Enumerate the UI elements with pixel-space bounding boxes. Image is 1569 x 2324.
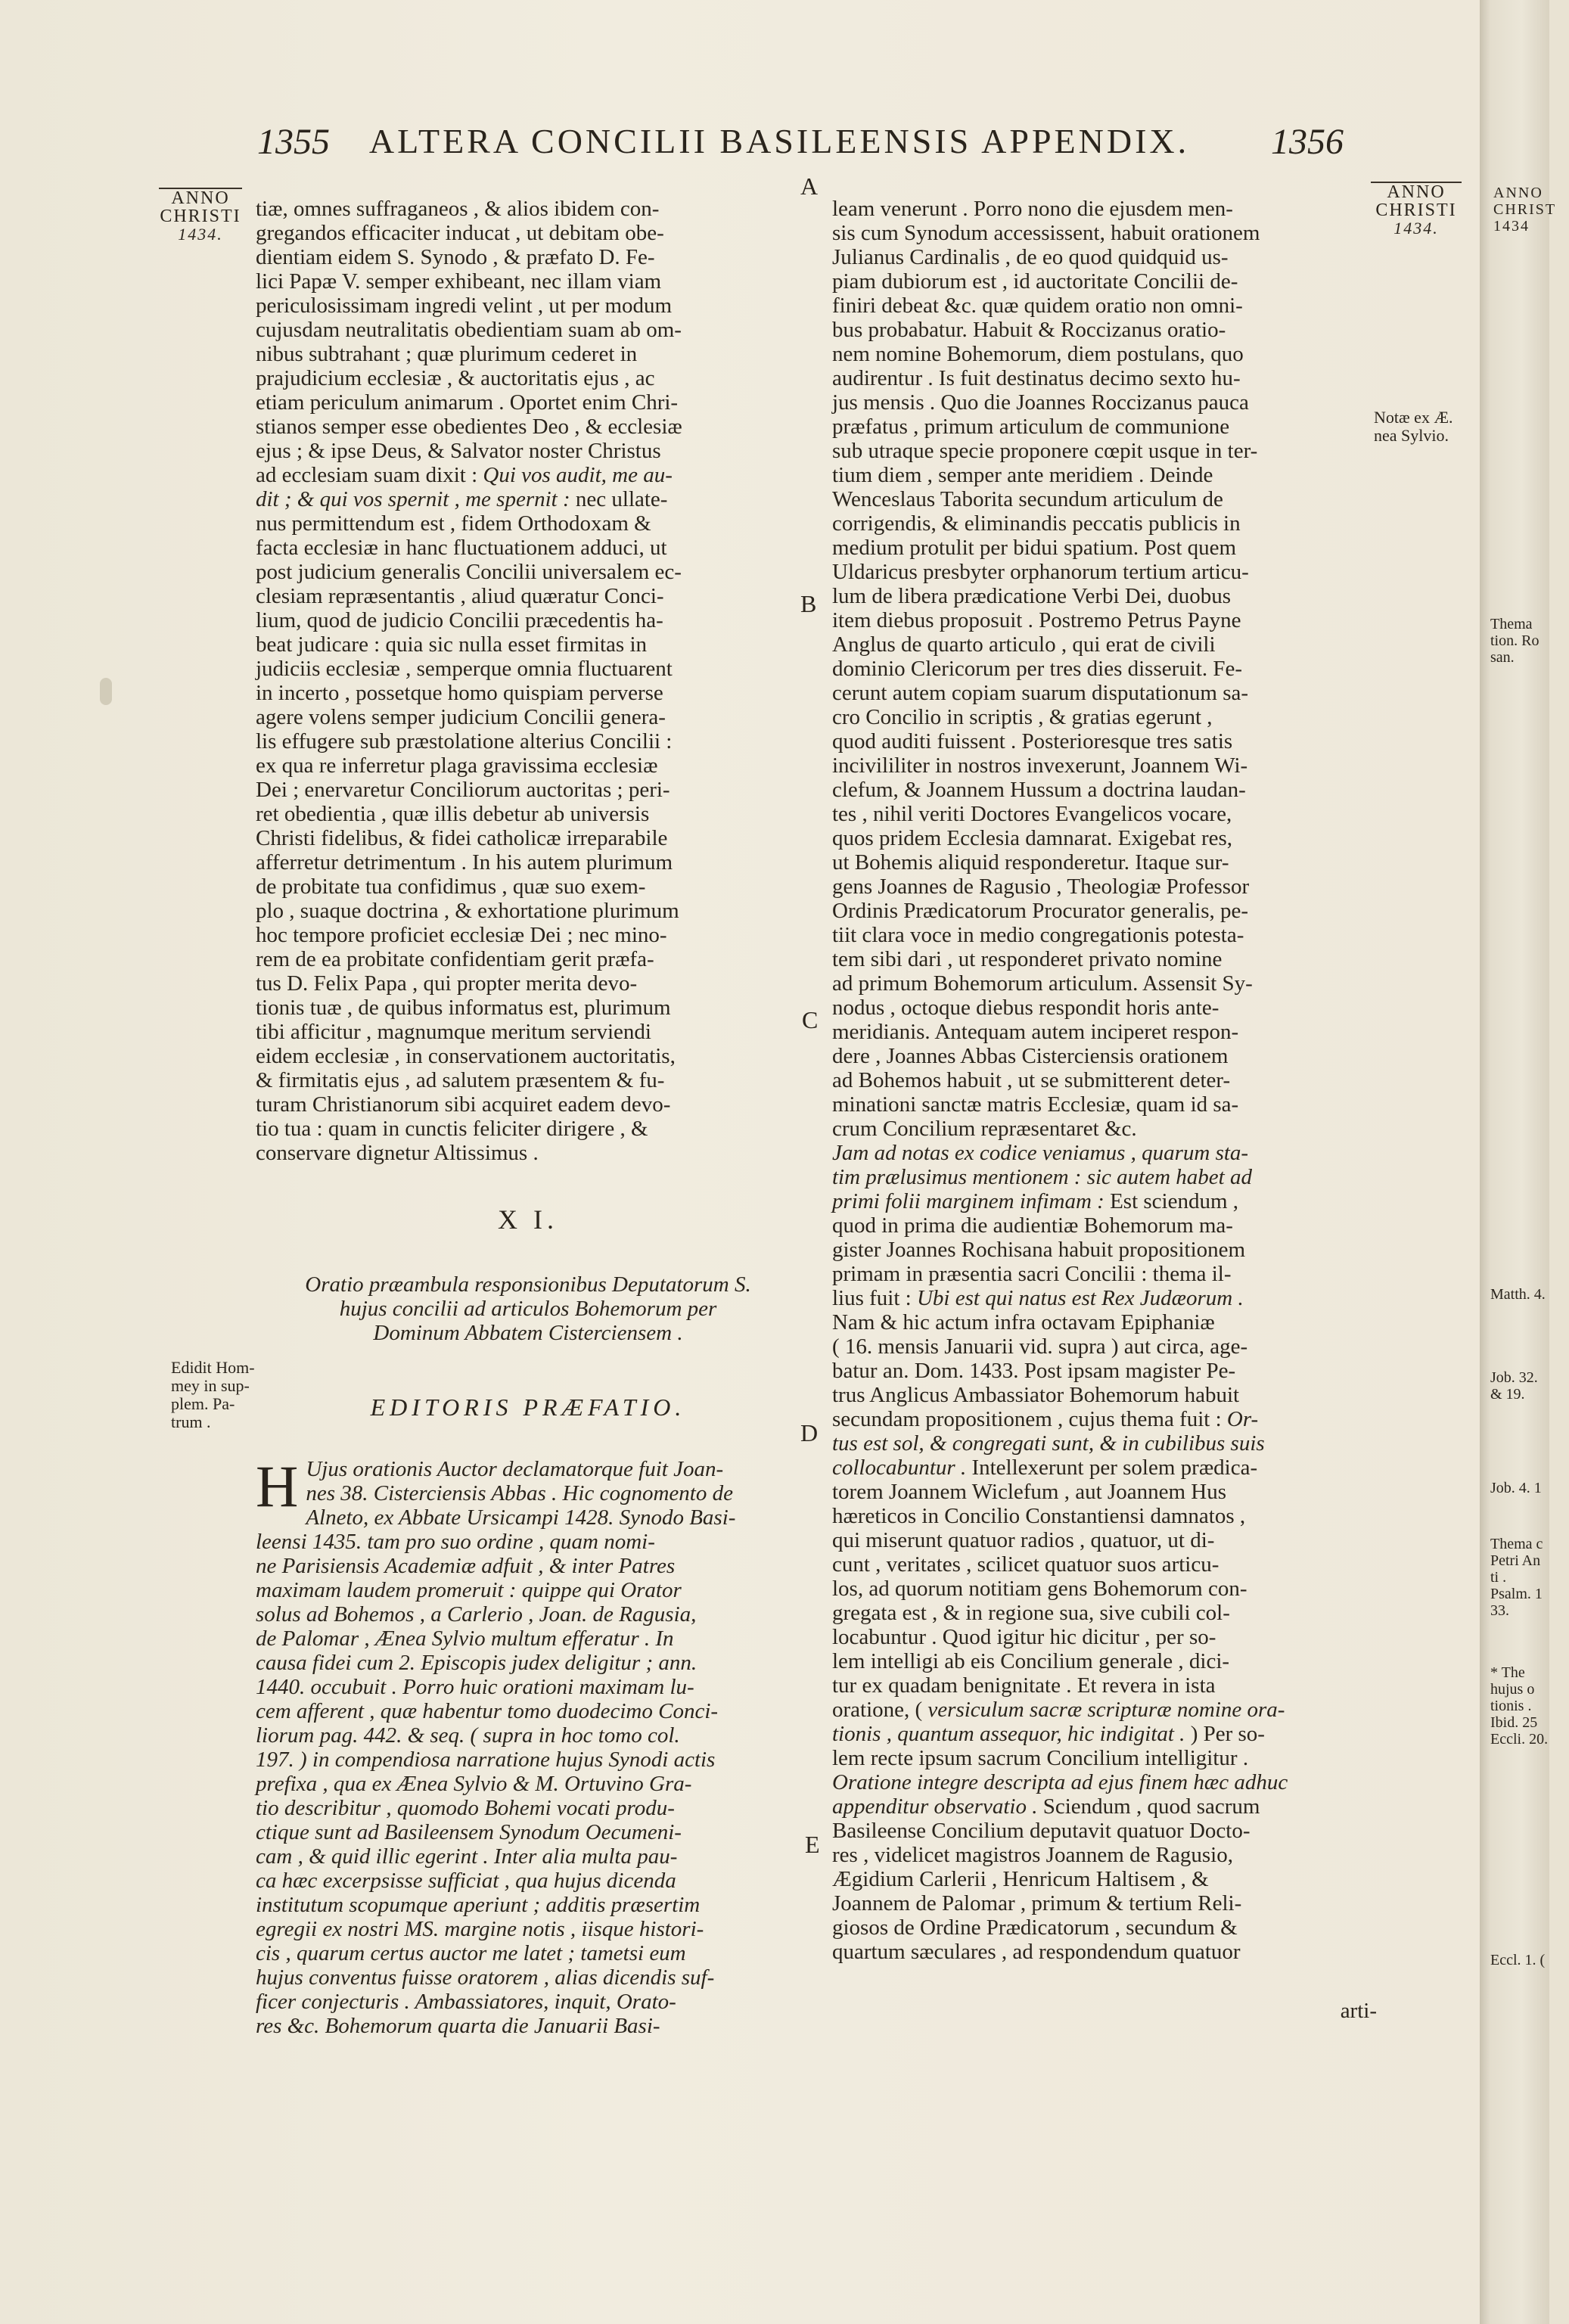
drop-cap: H xyxy=(256,1453,299,1519)
page-number-left: 1355 xyxy=(257,122,330,162)
praefatio-text: Ujus orationis Auctor declamatorque fuit Joan- nes 38. Cisterciensis Abbas . Hic cognomento de Alneto, ex Abbate Ursicampi 1428. Synodo Basi- leensi 1435. tam pro suo ordine , quam nomi- ne Parisiensis Academiæ adfuit , & inter Patres maximam laudem promeruit : quippe qui Orator solus ad Bohemos , a Carlerio , Joan. de Ragusia, de Palomar , Ænea Sylvio multum efferatur . In causa fidei cum 2. Episcopis judex deligitur ; ann. 1440. occubuit . Porro huic orationi maximam lu- cem afferent , quæ habentur tomo duodecimo Conci- liorum pag. 442. & seq. ( supra in hoc tomo col. 197. ) in compendiosa narratione hujus Synodi actis prefixa , qua ex Ænea Sylvio & M. Ortuvino Gra- tio describitur , quomodo Bohemi vocati produ- ctique sunt ad Basileensem Synodum Oecumeni- cam , & quid illic egerint . Inter alia multa pau- ca hæc excerpsisse sufficiat , qua hujus dicenda institutum scopumque aperiunt ; additis præsertim egregii ex nostri MS. margine notis , iisque histori- cis , quarum certus auctor me latet ; tametsi eum hujus conventus fuisse oratorem , alias dicendis suf- ficer conjecturis . Ambassiatores, inquit, Orato- res &c. Bohemorum quarta die Januarii Basi- xyxy=(256,1457,736,2038)
edge-note: Eccl. 1. ( xyxy=(1490,1952,1546,1968)
body-text: ) Per so- lem recte ipsum sacrum Concilium intelligitur . xyxy=(832,1722,1265,1770)
body-text: Nam & hic actum infra octavam Epiphaniæ ( 16. mensis Januarii vid. supra ) aut circa, age- batur an. Dom. 1433. Post ipsam magister Pe- trus Anglicus Ambassiator Bohemorum habuit secundam propositionem , cujus thema fuit : xyxy=(832,1310,1248,1431)
running-header: ALTERA CONCILII BASILEENSIS APPENDIX. xyxy=(368,122,1190,160)
christi-label: CHRISTI xyxy=(160,207,241,226)
year-label: 1434 xyxy=(1493,218,1530,235)
praefatio-title: EDITORIS PRÆFATIO. xyxy=(370,1393,686,1421)
christi-label: CHRISTI xyxy=(1375,200,1457,220)
body-text: leam venerunt . Porro nono die ejusdem men- sis cum Synodum accessissent, habuit orationem Julianus Cardinalis , de eo quod quidquid us- piam dubiorum est , id auctoritate Concilii de- finiri debeat &c. quæ quidem oratio non omni- bus probabatur. Habuit & Roccizanus oratio- nem nomine Bohemorum, diem postulans, quo audirentur . Is fuit destinatus decimo sexto hu- jus mensis . Quo die Joannes Roccizanus pauca præfatus , primum articulum de communione sub utraque specie proponere cœpit usque in ter- tium diem , semper ante meridiem . Deinde Wenceslaus Taborita secundum articulum de corrigendis, & eliminandis peccatis publicis in medium protulit per bidui spatium. Post quem Uldaricus presbyter orphanorum tertium articu- lum de libera prædicatione Verbi Dei, duobus item diebus proposuit . Postremo Petrus Payne Anglus de quarto articulo , qui erat de civili dominio Clericorum per tres dies disseruit. Fe- cerunt autem copiam suarum disputationum sa- cro Concilio in scriptis , & gratias egerunt , quod auditi fuissent . Posterioresque tres satis incivililiter in nostros invexerunt, Joannem Wi- clefum, & Joannem Hussum a doctrina laudan- tes , nihil veriti Doctores Evangelicos vocare, quos pridem Ecclesia damnarat. Exigebat res, ut Bohemis aliquid responderetur. Itaque sur- gens Joannes de Ragusio , Theologiæ Professor Ordinis Prædicatorum Procurator generalis, pe- tiit clara voce in medio congregationis potesta- tem sibi dari , ut responderet privato nomine ad primum Bohemorum articulum. Assensit Sy- nodus , octoque diebus respondit horis ante- meridianis. Antequam autem inciperet respon- dere , Joannes Abbas Cisterciensis orationem ad Bohemos habuit , ut se submitterent deter- minationi sanctæ matris Ecclesiæ, quam id sa- crum Concilium repræsentaret &c. xyxy=(832,197,1260,1141)
body-text: tiæ, omnes suffraganeos , & alios ibidem con- gregandos efficaciter inducat , ut debitam obe- dientiam eidem S. Synodo , & præfato D. Fe- lici Papæ V. semper exhibeant, nec illam viam periculosissimam ingredi velint , ut per modum cujusdam neutralitatis obedientiam suam ab om- nibus subtrahant ; quæ plurimum cederet in prajudicium ecclesiæ , & auctoritatis ejus , ac etiam periculum animarum . Oportet enim Chri- stianos semper esse obedientes Deo , & ecclesiæ ejus ; & ipse Deus, & Salvator noster Christus ad ecclesiam suam dixit : xyxy=(256,197,682,487)
left-column xyxy=(256,172,800,2062)
scripture-quote: Or- tus est sol, & congregati sunt, & in cubilibus suis collocabuntur . xyxy=(832,1407,1265,1480)
section-letter-e: E xyxy=(805,1831,820,1858)
italic-note: Oratione integre descripta ad ejus finem hæc adhuc appenditur observatio . xyxy=(832,1770,1288,1819)
margin-note-edidit: Edidit Hom- mey in sup- plem. Pa- trum . xyxy=(171,1358,255,1431)
section-letter-b: B xyxy=(800,590,817,617)
edge-note: Job. 32. & 19. xyxy=(1490,1369,1538,1403)
anno-label: ANNO xyxy=(1493,185,1543,201)
right-column xyxy=(832,172,1407,2047)
edge-note: Thema tion. Ro san. xyxy=(1490,616,1539,666)
body-text: Intellexerunt per solem prædica- torem Joannem Wiclefum , aut Joannem Hus hæreticos in Concilio Constantiensi damnatos , qui miserunt quatuor radios , quatuor, ut di- cunt , veritates , scilicet quatuor suos articu- los, ad quorum notitiam gens Bohemorum con- gregata est , & in regione sua, sive cubili col- locabuntur . Quod igitur hic dicitur , per so- lem intelligi ab eis Concilium generale , dici- tur ex quadam benignitate . Et revera in ista oratione, ( xyxy=(832,1456,1258,1722)
edge-note: Job. 4. 1 xyxy=(1490,1480,1542,1496)
next-page-edge xyxy=(1480,0,1557,2324)
section-letter-d: D xyxy=(800,1419,819,1446)
year-label: 1434. xyxy=(1393,219,1439,238)
body-text: Est sciendum , quod in prima die audientiæ Bohemorum ma- gister Joannes Rochisana habuit propositionem primam in præsentia sacri Concilii : thema il- lius fuit : xyxy=(832,1189,1246,1310)
margin-note-notae: Notæ ex Æ. nea Sylvio. xyxy=(1374,408,1453,445)
body-text: Sciendum , quod sacrum Basileense Concilium deputavit quatuor Docto- res , videlicet magistros Joannem de Ragusio, Ægidium Carlerii , Henricum Haltisem , & Joannem de Palomar , primum & tertium Reli- giosos de Ordine Prædicatorum , secundum & quartum sæculares , ad respondendum quatuor xyxy=(832,1794,1260,1964)
scripture-quote: Ubi est qui natus est Rex Judæorum . xyxy=(916,1286,1244,1310)
oratio-title: Oratio præambula responsionibus Deputatorum S. hujus concilii ad articulos Bohemorum per Dominum Abbatem Cisterciensem . xyxy=(305,1272,751,1345)
section-number: X I. xyxy=(498,1204,558,1235)
italic-note: Jam ad notas ex codice veniamus , quarum sta- tim prælusimus mentionem : sic autem habet ad primi folii marginem infimam : xyxy=(832,1141,1252,1213)
anno-label: ANNO xyxy=(1371,182,1462,201)
year-label: 1434. xyxy=(178,225,223,244)
christi-label: CHRIST xyxy=(1493,201,1557,218)
page-number-right: 1356 xyxy=(1271,122,1344,162)
catchword: arti- xyxy=(1340,1999,1377,2023)
body-text: nec ullate- nus permittendum est , fidem Orthodoxam & facta ecclesiæ in hanc fluctuationem adduci, ut post judicium generalis Concilii universalem ec- clesiam repræsentantis , aliud quæratur Conci- lium, quod de judicio Concilii præcedentis ha- beat judicare : quia sic nulla esset firmitas in judiciis ecclesiæ , semperque omnia fluctuarent in incerto , possetque homo quispiam perverse agere volens semper judicium Concilii genera- lis effugere sub præstolatione alterius Concilii : ex qua re inferretur plaga gravissima ecclesiæ Dei ; enervaretur Conciliorum auctoritas ; peri- ret obedientia , quæ illis debetur ab universis Christi fidelibus, & fidei catholicæ irreparabile afferretur detrimentum . In his autem plurimum de probitate tua confidimus , quæ suo exem- plo , suaque doctrina , & exhortatione plurimum hoc tempore proficiet ecclesiæ Dei ; nec mino- rem de ea probitate confidentiam gerit præfa- tus D. Felix Papa , qui propter merita devo- tionis tuæ , de quibus informatus est, plurimum tibi afficitur , magnumque meritum serviendi eidem ecclesiæ , in conservationem auctoritatis, & firmitatis ejus , ad salutem præsentem & fu- turam Christianorum sibi acquiret eadem devo- tio tua : quam in cunctis feliciter dirigere , & conservare dignetur Altissimus . xyxy=(256,487,682,1165)
margin-anno-right xyxy=(1371,182,1462,238)
edge-note: Thema c Petri An ti . Psalm. 1 33. xyxy=(1490,1536,1543,1619)
edge-note: Matth. 4. xyxy=(1490,1286,1546,1303)
margin-anno-left xyxy=(159,188,242,244)
edge-anno xyxy=(1493,185,1569,235)
page-blemish xyxy=(100,678,112,705)
anno-label: ANNO xyxy=(159,188,242,207)
italic-note: versiculum sacræ scripturæ nomine ora- tionis , quantum assequor, hic indigitat . xyxy=(832,1698,1285,1746)
section-letter-a: A xyxy=(800,172,819,200)
section-letter-c: C xyxy=(802,1006,819,1033)
scripture-quote: Qui vos audit, me au- dit ; & qui vos spernit , me spernit : xyxy=(256,463,673,511)
edge-note: * The hujus o tionis . Ibid. 25 Eccli. 20. xyxy=(1490,1664,1549,1748)
